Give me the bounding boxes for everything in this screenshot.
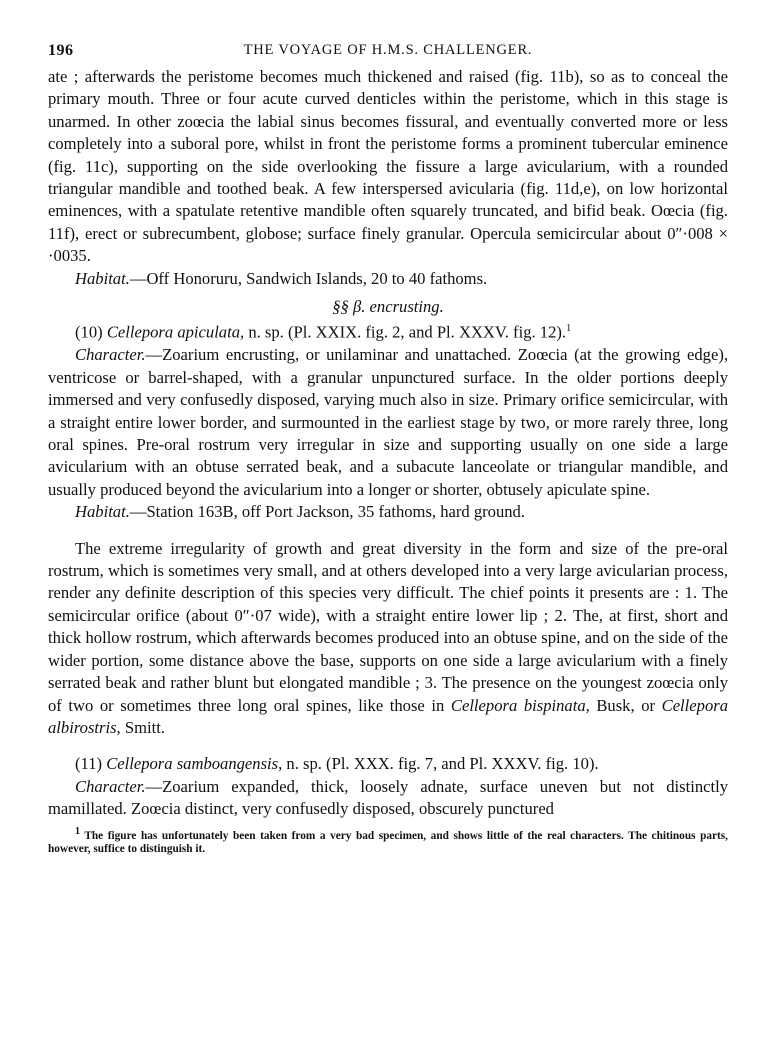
- page-header: [48, 42, 728, 66]
- species-heading-10: (10) Cellepora apiculata, n. sp. (Pl. XXIX. fig. 2, and Pl. XXXV. fig. 12).$^1$: [75, 323, 572, 342]
- habitat-paragraph-10: [48, 501, 728, 523]
- habitat-paragraph: [48, 268, 728, 290]
- species-name: Cellepora samboangensis,: [106, 754, 283, 774]
- species-name: Cellepora apiculata,: [106, 323, 245, 342]
- page: [48, 42, 728, 856]
- character-label: Character.: [75, 776, 146, 796]
- habitat-label: Habitat.: [75, 502, 130, 522]
- running-title: THE VOYAGE OF H.M.S. CHALLENGER.: [243, 42, 533, 58]
- character-paragraph-10: [48, 344, 728, 501]
- section-heading: §§ β. encrusting.: [332, 297, 444, 317]
- paragraph-continuation: ate ; afterwards the peristome becomes much thickened and raised (fig. 11b), so as to conceal the primary mouth. Three or four acute curved denticles within the peristome, which in this stage is unarmed. In other zoœcia the labial sinus becomes fissural, and eventually converted more or less completely into a suboral pore, whilst in front the peristome forms a prominent tubercular eminence (fig. 11c), supporting on the side overlooking the fissure a large avicularium, with a rounded triangular mandible and toothed beak. A few interspersed avicularia (fig. 11d,e), on low horizontal eminences, with a spatulate retentive mandible often squarely truncated, and bifid beak. Oœcia (fig. 11f), erect or subrecumbent, globose; surface finely granular. Opercula semicircular about 0″·008 × ·0035.: [48, 67, 728, 266]
- character-text: —Zoarium expanded, thick, loosely adnate, surface uneven but not distinctly mamillated. Zoœcia distinct, very confusedly disposed, obscurely punctured: [48, 776, 728, 819]
- body-text: [48, 66, 728, 821]
- species-heading-11: (11) Cellepora samboangensis, n. sp. (Pl. XXX. fig. 7, and Pl. XXXV. fig. 10).: [75, 754, 599, 774]
- habitat-text: —Station 163B, off Port Jackson, 35 fathoms, hard ground.: [129, 502, 526, 522]
- character-paragraph-11: [48, 776, 728, 821]
- footnote: [48, 825, 728, 857]
- page-number: 196: [48, 42, 74, 59]
- character-text: —Zoarium encrusting, or unilaminar and unattached. Zoœcia (at the growing edge), ventricose or barrel-shaped, with a granular unpunctured surface. In the older portions deeply immersed and very confusedly disposed, varying much also in size. Primary orifice semicircular, with a straight entire lower border, and surmounted in the earliest stage by two, or more rarely three, long oral spines. Pre-oral rostrum very irregular in size and supporting usually on one side a large avicularium with an obtuse serrated beak, and a subacute lanceolate or triangular mandible, and usually produced beyond the avicularium into a longer or shorter, obtusely apiculate spine.: [48, 345, 728, 499]
- discussion-paragraph: The extreme irregularity of growth and great diversity in the form and size of the pre-oral rostrum, which is sometimes very small, and at others developed into a very large avicularian process, render any definite description of this species very difficult. The chief points it presents are : 1. The semicircular orifice (about 0″·07 wide), with a straight entire lower lip ; 2. The, at first, short and thick hollow rostrum, which afterwards becomes produced into an obtuse spine, and on the side of the wider portion, some distance above the base, supports on one side a large avicularium with a finely serrated beak and rather blunt but elongated mandible ; 3. The presence on the youngest zoœcia only of two or sometimes three long oral spines, like those in Cellepora bispinata, Busk, or Cellepora albirostris, Smitt.: [48, 538, 728, 737]
- species-ref: Cellepora bispinata,: [450, 695, 590, 715]
- habitat-label: Habitat.: [75, 268, 130, 288]
- habitat-text: —Off Honoruru, Sandwich Islands, 20 to 40 fathoms.: [129, 268, 488, 288]
- character-label: Character.: [75, 345, 146, 365]
- species-ref: Cellepora albirostris,: [48, 695, 728, 737]
- footnote-marker: 1: [566, 323, 572, 335]
- footnote-mark: 1: [75, 825, 80, 837]
- footnote-text: The figure has unfortunately been taken from a very bad specimen, and shows little of the real characters. The chitinous parts, however, suffice to distinguish it.: [48, 829, 728, 856]
